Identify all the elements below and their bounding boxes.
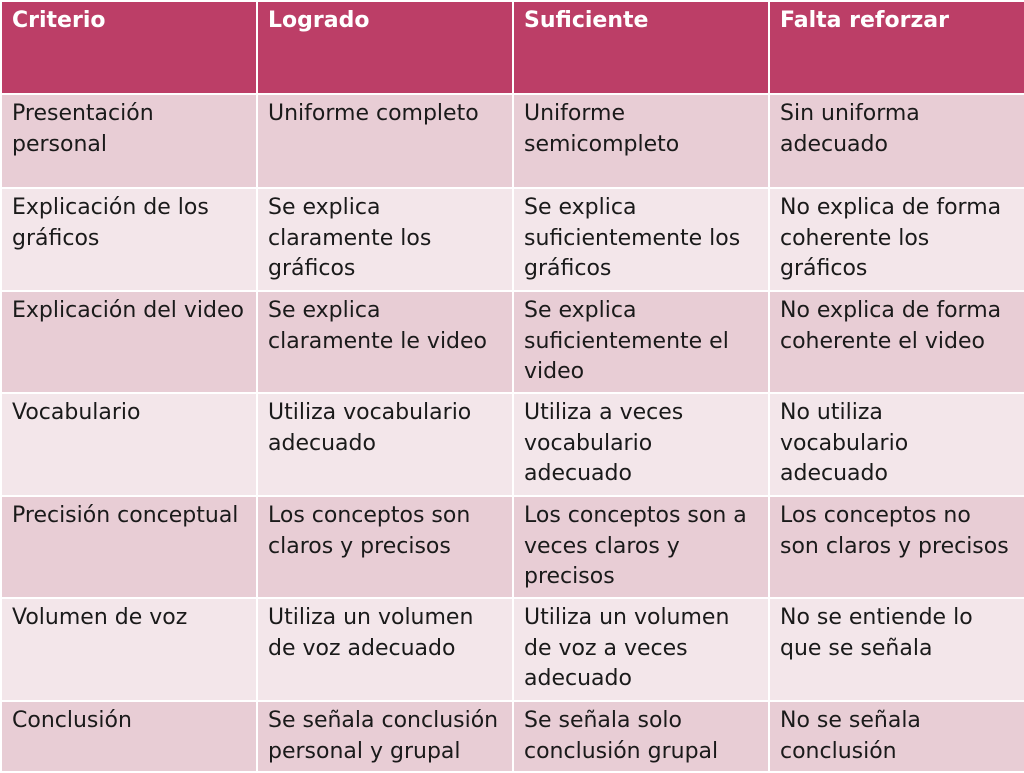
cell-logrado: Se explica claramente los gráficos <box>257 188 513 291</box>
table-row <box>1 94 1024 188</box>
cell-suficiente: Utiliza un volumen de voz a veces adecuado <box>513 598 769 701</box>
table-row <box>1 598 1024 701</box>
cell-falta-reforzar: No se entiende lo que se señala <box>769 598 1024 701</box>
cell-criterio: Explicación del video <box>1 291 257 393</box>
table-row <box>1 496 1024 598</box>
table-row <box>1 188 1024 291</box>
cell-logrado: Utiliza vocabulario adecuado <box>257 393 513 496</box>
cell-suficiente: Los conceptos son a veces claros y precisos <box>513 496 769 598</box>
cell-falta-reforzar: Los conceptos no son claros y precisos <box>769 496 1024 598</box>
cell-falta-reforzar: No se señala conclusión <box>769 701 1024 772</box>
cell-criterio: Presentación personal <box>1 94 257 188</box>
cell-logrado: Se señala conclusión personal y grupal <box>257 701 513 772</box>
rubric-body <box>1 94 1024 772</box>
cell-suficiente: Uniforme semicompleto <box>513 94 769 188</box>
cell-logrado: Se explica claramente le video <box>257 291 513 393</box>
cell-criterio: Conclusión <box>1 701 257 772</box>
cell-falta-reforzar: No explica de forma coherente los gráficos <box>769 188 1024 291</box>
cell-suficiente: Se explica suficientemente el video <box>513 291 769 393</box>
cell-logrado: Utiliza un volumen de voz adecuado <box>257 598 513 701</box>
cell-suficiente: Se señala solo conclusión grupal <box>513 701 769 772</box>
cell-criterio: Vocabulario <box>1 393 257 496</box>
cell-criterio: Explicación de los gráficos <box>1 188 257 291</box>
rubric-header <box>1 1 1024 94</box>
cell-falta-reforzar: Sin uniforma adecuado <box>769 94 1024 188</box>
cell-suficiente: Utiliza a veces vocabulario adecuado <box>513 393 769 496</box>
cell-criterio: Volumen de voz <box>1 598 257 701</box>
cell-falta-reforzar: No explica de forma coherente el video <box>769 291 1024 393</box>
header-criterio: Criterio <box>1 1 257 94</box>
table-row <box>1 393 1024 496</box>
header-row <box>1 1 1024 94</box>
table-row <box>1 291 1024 393</box>
header-suficiente: Suficiente <box>513 1 769 94</box>
cell-falta-reforzar: No utiliza vocabulario adecuado <box>769 393 1024 496</box>
cell-logrado: Los conceptos son claros y precisos <box>257 496 513 598</box>
header-falta-reforzar: Falta reforzar <box>769 1 1024 94</box>
cell-criterio: Precisión conceptual <box>1 496 257 598</box>
table-row <box>1 701 1024 772</box>
cell-logrado: Uniforme completo <box>257 94 513 188</box>
header-logrado: Logrado <box>257 1 513 94</box>
cell-suficiente: Se explica suficientemente los gráficos <box>513 188 769 291</box>
